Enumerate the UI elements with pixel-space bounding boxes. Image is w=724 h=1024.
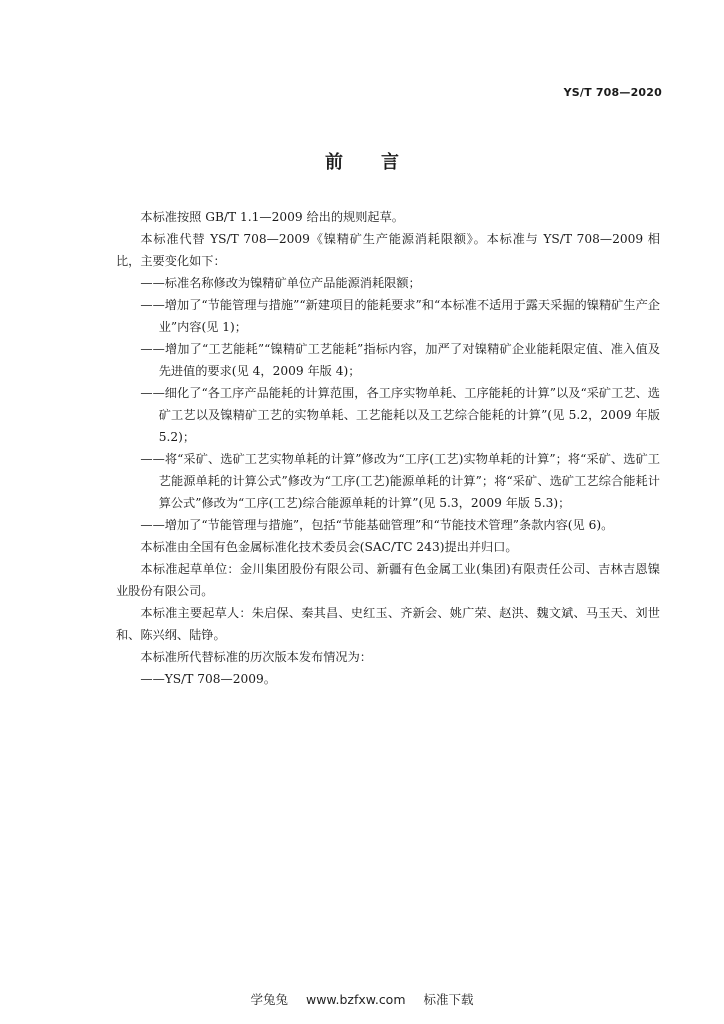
footer-watermark: 学兔兔 www.bzfxw.com 标准下载 [250, 992, 474, 1007]
paragraph: 本标准代替 YS/T 708—2009《镍精矿生产能源消耗限额》。本标准与 YS/T 708—2009 相比，主要变化如下： [116, 232, 660, 268]
paragraph: 本标准主要起草人：朱启保、秦其昌、史红玉、齐新会、姚广荣、赵洪、魏文斌、马玉天、刘世和、陈兴纲、陆铮。 [116, 606, 660, 642]
history-item: ——YS/T 708—2009。 [140, 672, 276, 686]
paragraph: 本标准所代替标准的历次版本发布情况为： [140, 650, 372, 664]
title-char-1: 前 [325, 152, 343, 173]
foreword-body [116, 206, 660, 690]
change-item: ——将“采矿、选矿工艺实物单耗的计算”修改为“工序(工艺)实物单耗的计算”；将“采矿、选矿工艺能源单耗的计算公式”修改为“工序(工艺)能源单耗的计算”；将“采矿、选矿工艺综合能耗计算公式”修改为“工序(工艺)综合能源单耗的计算”(见 5.3，2009 年版 5.3)； [140, 452, 660, 510]
page-title [0, 148, 724, 174]
standard-code: YS/T 708—2020 [563, 86, 662, 99]
change-item: ——增加了“工艺能耗”“镍精矿工艺能耗”指标内容，加严了对镍精矿企业能耗限定值、准入值及先进值的要求(见 4，2009 年版 4)； [140, 342, 660, 378]
paragraph: 本标准由全国有色金属标准化技术委员会(SAC/TC 243)提出并归口。 [140, 540, 518, 554]
change-item: ——标准名称修改为镍精矿单位产品能源消耗限额； [140, 276, 421, 290]
paragraph: 本标准起草单位：金川集团股份有限公司、新疆有色金属工业(集团)有限责任公司、吉林吉恩镍业股份有限公司。 [116, 562, 660, 598]
change-item: ——增加了“节能管理与措施”，包括“节能基础管理”和“节能技术管理”条款内容(见 6)。 [140, 518, 614, 532]
paragraph: 本标准按照 GB/T 1.1—2009 给出的规则起草。 [140, 210, 404, 224]
title-char-2: 言 [381, 152, 399, 173]
change-item: ——细化了“各工序产品能耗的计算范围，各工序实物单耗、工序能耗的计算”以及“采矿工艺、选矿工艺以及镍精矿工艺的实物单耗、工艺能耗以及工艺综合能耗的计算”(见 5.2，2009 年版 5.2)； [140, 386, 660, 444]
change-item: ——增加了“节能管理与措施”“新建项目的能耗要求”和“本标准不适用于露天采掘的镍精矿生产企业”内容(见 1)； [140, 298, 660, 334]
